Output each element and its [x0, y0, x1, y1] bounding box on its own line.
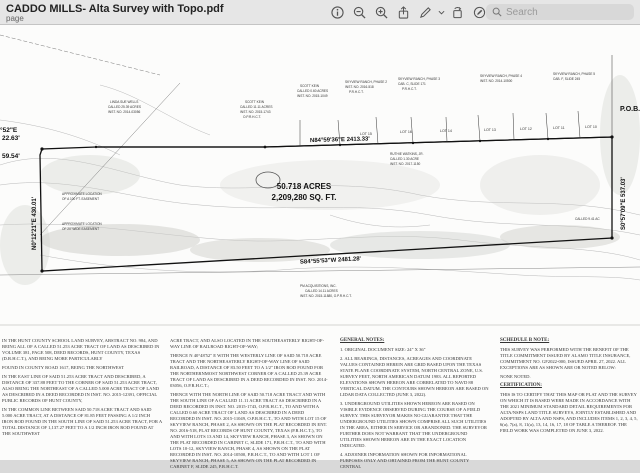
- svg-text:INST. NO. 2014-10500: INST. NO. 2014-10500: [480, 79, 513, 83]
- svg-text:CALLED 11.11 ACRES: CALLED 11.11 ACRES: [240, 105, 273, 109]
- corner-label: 22.63': [2, 135, 20, 142]
- svg-text:CALLED 1.30 ACRE: CALLED 1.30 ACRE: [390, 157, 420, 161]
- svg-text:SKYVIEW RANCH, PHASE 5: SKYVIEW RANCH, PHASE 5: [553, 72, 595, 76]
- svg-text:LOT 10: LOT 10: [585, 125, 597, 129]
- lot-lines: [300, 55, 612, 146]
- pob-label: P.O.B.: [620, 106, 640, 113]
- pdf-viewer-toolbar: [0, 0, 640, 25]
- survey-drawing: [0, 25, 640, 325]
- schedule-b-heading: SCHEDULE B NOTE:: [500, 338, 550, 343]
- sqft-label: 2,209,280 SQ. FT.: [271, 193, 337, 202]
- svg-text:SKYVIEW RANCH, PHASE 4: SKYVIEW RANCH, PHASE 4: [480, 74, 522, 78]
- search-input[interactable]: [506, 5, 626, 19]
- svg-text:P.R.H.C.T.: P.R.H.C.T.: [349, 90, 364, 94]
- schedule-b-notes: SCHEDULE B NOTE: THIS SURVEY WAS PERFORMED WITH THE BENEFIT OF THE TITLE COMMITMENT ISSUED BY ALAMO TITLE INSURANCE, COMMITMENT NO. GF2022-000, ISSUED APRIL 27, 2022. ALL EXCEPTIONS ARE AS SHOWN ARE OR NOTED BELOW: NONE NOTED. CERTIFICATION: THIS IS TO CERTIFY THAT THIS MAP OR PLAT AND THE SURVEY ON WHICH IT IS BASED WERE MADE IN ACCORDANCE WITH THE 2021 MINIMUM STANDARD DETAIL REQUIREMENTS FOR ALTA/NSPS LAND TITLE SURVEYS, JOINTLY ESTABLISHED AND ADOPTED BY ALTA AND NSPS, AND INCLUDES ITEMS 1, 2, 3, 4, 5, 6(a), 7(a), 8, 11(a), 13, 14, 16, 17, 18 OF TABLE A THEREOF. THE FIELD WORK WAS COMPLETED ON JUNE 3, 2022.: [500, 338, 638, 433]
- corner-label: 59.54': [2, 153, 20, 160]
- lot-labels: [360, 125, 597, 136]
- svg-text:CALLED 9.41 AC: CALLED 9.41 AC: [575, 217, 600, 221]
- corner-label: °52"E: [0, 127, 18, 134]
- svg-text:LOT 14: LOT 14: [440, 129, 452, 133]
- search-icon: [492, 7, 502, 17]
- svg-text:P.R.H.C.T.: P.R.H.C.T.: [402, 87, 417, 91]
- svg-text:CALLED 14.11 ACRES: CALLED 14.11 ACRES: [305, 289, 338, 293]
- svg-text:SKYVIEW RANCH, PHASE 3: SKYVIEW RANCH, PHASE 3: [398, 77, 440, 81]
- svg-text:CAB. C, SLIDE 171: CAB. C, SLIDE 171: [398, 82, 426, 86]
- certification-heading: CERTIFICATION:: [500, 383, 542, 388]
- svg-text:APPROXIMATE LOCATION: APPROXIMATE LOCATION: [62, 222, 102, 226]
- svg-text:OF 20' WIDE EASEMENT: OF 20' WIDE EASEMENT: [62, 227, 100, 231]
- info-icon[interactable]: [326, 5, 348, 19]
- rotate-icon[interactable]: [446, 5, 468, 19]
- svg-text:CALLED 25.39 ACRES: CALLED 25.39 ACRES: [108, 105, 141, 109]
- document-page-indicator: page: [6, 14, 24, 23]
- document-title: CADDO MILLS- Alta Survey with Topo.pdf: [6, 3, 224, 15]
- svg-text:INST. NO. 2017-1150: INST. NO. 2017-1150: [390, 162, 421, 166]
- pdf-page[interactable]: [0, 25, 640, 469]
- general-notes: GENERAL NOTES: 1. ORIGINAL DOCUMENT SIZE: 24" X 36" 2. ALL BEARINGS, DISTANCES, ACREAGES AND COORDINATE VALUES CONTAINED HEREIN ARE GRID BASED UPON THE TEXAS STATE PLANE COORDINATE SYSTEM, NORTH CENTRAL ZONE, U.S. SURVEY FEET, NORTH AMERICAN DATUM 1983. ALL REPORTED ELEVATIONS SHOWN HEREON ARE CORRELATED TO NAVD 88 VERTICAL DATUM. THE CONTOURS SHOWN HEREON ARE BASED ON LIDAR DATA COLLECTED (JUNE 3, 2022). 3. UNDERGROUND UTILITIES SHOWN HEREON ARE BASED ON VISIBLE EVIDENCE OBSERVED DURING THE COURSE OF A FIELD SURVEY. THIS SURVEYOR MAKES NO GUARANTEE THAT THE UNDERGROUND UTILITIES SHOWN COMPRISE ALL SUCH UTILITIES IN THE AREA, EITHER IN SERVICE OR ABANDONED. THE SURVEYOR FURTHER DOES NOT WARRANT THAT THE UNDERGROUND UTILITIES SHOWN HEREON ARE IN THE EXACT LOCATION INDICATED. 4. ADJOINER INFORMATION SHOWN FOR INFORMATIONAL PURPOSES ONLY AND OBTAINED FROM THE HUNT COUNTY CENTRAL: [340, 338, 489, 469]
- svg-text:OF A 100 FT. EASEMENT: OF A 100 FT. EASEMENT: [62, 197, 100, 201]
- zoom-in-icon[interactable]: [370, 5, 392, 19]
- svg-text:APPROXIMATE LOCATION: APPROXIMATE LOCATION: [62, 192, 102, 196]
- svg-text:O.P.R.H.C.T.: O.P.R.H.C.T.: [243, 115, 262, 119]
- svg-text:LOT 16: LOT 16: [400, 130, 412, 134]
- svg-text:INST. NO. 2016-518: INST. NO. 2016-518: [345, 85, 374, 89]
- chevron-down-icon[interactable]: [436, 5, 446, 19]
- vegetation-texture: [0, 75, 640, 285]
- search-field[interactable]: [486, 4, 634, 20]
- legal-description-col1: IN THE HUNT COUNTY SCHOOL LAND SURVEY, ABSTRACT NO. 984, AND BEING ALL OF A CALLED 51.253 ACRE TRACT OF LAND AS DESCRIBED IN VOLUME 381, PAGE 508, DEED RECORDS, HUNT COUNTY, TEXAS (D.R.H.C.T.), AND BEING MORE PARTICULARLY FOUND IN COUNTY ROAD 1617, BEING THE NORTHWEST IN THE EAST LINE OF SAID 51.253 ACRE TRACT AND DESCRIBED, A DISTANCE OF 337.88 FEET TO THE CORNER OF SAID 51.253 ACRE TRACT, ALSO BEING THE NORTHEAST OF A CALLED 5.000 ACRE TRACT OF LAND AS DESCRIBED IN A DEED RECORDED IN INST. NO. 2015-12391, OFFICIAL PUBLIC RECORDS OF HUNT COUNTY, IN THE COMMON LINE BETWEEN SAID 50.718 ACRE TRACT AND SAID 5.000 ACRE TRACT, AT A DISTANCE OF 81.85 FEET PASSING A 1/2 INCH IRON ROD FOUND IN THE SOUTH LINE OF SAID 51.253 ACRE TRACT, FOR A TOTAL DISTANCE OF 1,137.27 FEET TO A 1/2 INCH IRON ROD FOUND AT THE SOUTHWEST: [2, 338, 162, 436]
- share-icon[interactable]: [392, 5, 414, 19]
- general-notes-heading: GENERAL NOTES:: [340, 338, 385, 343]
- north-bearing-label: N84°59'36"E 2413.33': [309, 136, 370, 145]
- east-bearing-label: S0°57'09"E 537.03': [621, 177, 627, 230]
- svg-text:LOT 12: LOT 12: [520, 127, 532, 131]
- zoom-out-icon[interactable]: [348, 5, 370, 19]
- svg-text:SKYVIEW RANCH, PHASE 2: SKYVIEW RANCH, PHASE 2: [345, 80, 387, 84]
- svg-text:SCOTT KEIN: SCOTT KEIN: [300, 84, 320, 88]
- markup-pen-icon[interactable]: [414, 5, 436, 19]
- acreage-label: 50.718 ACRES: [276, 182, 332, 191]
- svg-text:CAB. F, SLIDE 245: CAB. F, SLIDE 245: [553, 77, 581, 81]
- svg-text:INST. NO. 2014-03056: INST. NO. 2014-03056: [108, 110, 141, 114]
- svg-text:INST. NO. 2015-1743: INST. NO. 2015-1743: [240, 110, 271, 114]
- svg-text:LOT 15: LOT 15: [360, 132, 372, 136]
- svg-text:PM ACQUISITIONS, INC.: PM ACQUISITIONS, INC.: [300, 284, 337, 288]
- svg-text:RUTHIE WATKINS, JR.: RUTHIE WATKINS, JR.: [390, 152, 424, 156]
- west-bearing-label: N0°12'21"E 430.01': [32, 196, 38, 250]
- svg-text:SCOTT KEIN: SCOTT KEIN: [245, 100, 265, 104]
- svg-text:LINDA SUE WELLS: LINDA SUE WELLS: [110, 100, 139, 104]
- railroad-row-line: [0, 35, 160, 75]
- svg-text:CALLED 0.60 ACRES: CALLED 0.60 ACRES: [297, 89, 329, 93]
- svg-text:LOT 11: LOT 11: [553, 126, 565, 130]
- svg-text:INST. NO. 2015-1049: INST. NO. 2015-1049: [297, 94, 328, 98]
- svg-text:INST. NO. 2015-11880, O.P.R.H.: INST. NO. 2015-11880, O.P.R.H.C.T.: [300, 294, 352, 298]
- south-adjoiner: [300, 284, 352, 298]
- svg-text:LOT 13: LOT 13: [484, 128, 496, 132]
- south-bearing-label: S84°55'53"W 2481.28': [299, 256, 362, 266]
- legal-description-col2: ACRE TRACT, AND ALSO LOCATED IN THE SOUTHEASTERLY RIGHT-OF-WAY LINE OF RAILROAD RIGHT-OF-WAY; THENCE N 40°48'52" E WITH THE WESTERLY LINE OF SAID 50.718 ACRE TRACT AND THE NORTHEASTERLY RIGHT-OF-WAY LINE OF SAID RAILROAD, A DISTANCE OF 83.50 FEET TO A 1/2" IRON ROD FOUND FOR THE NORTHERNMOST NORTHWEST CORNER OF A CALLED 25.39 ACRE TRACT OF LAND AS DESCRIBED IN A DEED RECORDED IN INST. NO. 2014-03056, O.P.R.H.C.T.; THENCE WITH THE NORTH LINE OF SAID 50.718 ACRE TRACT AND WITH THE SOUTH LINE OF A CALLED 11.11 ACRE TRACT AS DESCRIBED IN A DEED RECORDED IN INST. NO. 2015-1743, O.P.R.H.C.T., TO AND WITH A CALLED 0.60 ACRE TRACT OF LAND AS DESCRIBED IN A DEED RECORDED IN INST. NO. 2015-11049, O.P.R.H.C.T., TO AND WITH LOT 15 OF SKYVIEW RANCH, PHASE 2, AS SHOWN ON THE PLAT RECORDED IN ENT. NO. 2016-518, PLAT RECORDS OF HUNT COUNTY, TEXAS (P.R.H.C.T.), TO AND WITH LOTS 13 AND 14, SKYVIEW RANCH, PHASE 3, AS SHOWN ON THE PLAT RECORDED IN CABINET C, SLIDE 171, P.R.H.C.T., TO AND WITH LOTS 10-12, SKYVIEW RANCH, PHASE 4, AS SHOWN ON THE PLAT RECORDED IN INST. NO. 2014-10500, P.R.H.C.T., TO AND WITH LOT 1 OF SKYVIEW RANCH, PHASE 5, AS SHOWN ON THE PLAT RECORDED IN CABINET F, SLIDE 245, P.R.H.C.T.: [170, 338, 328, 469]
